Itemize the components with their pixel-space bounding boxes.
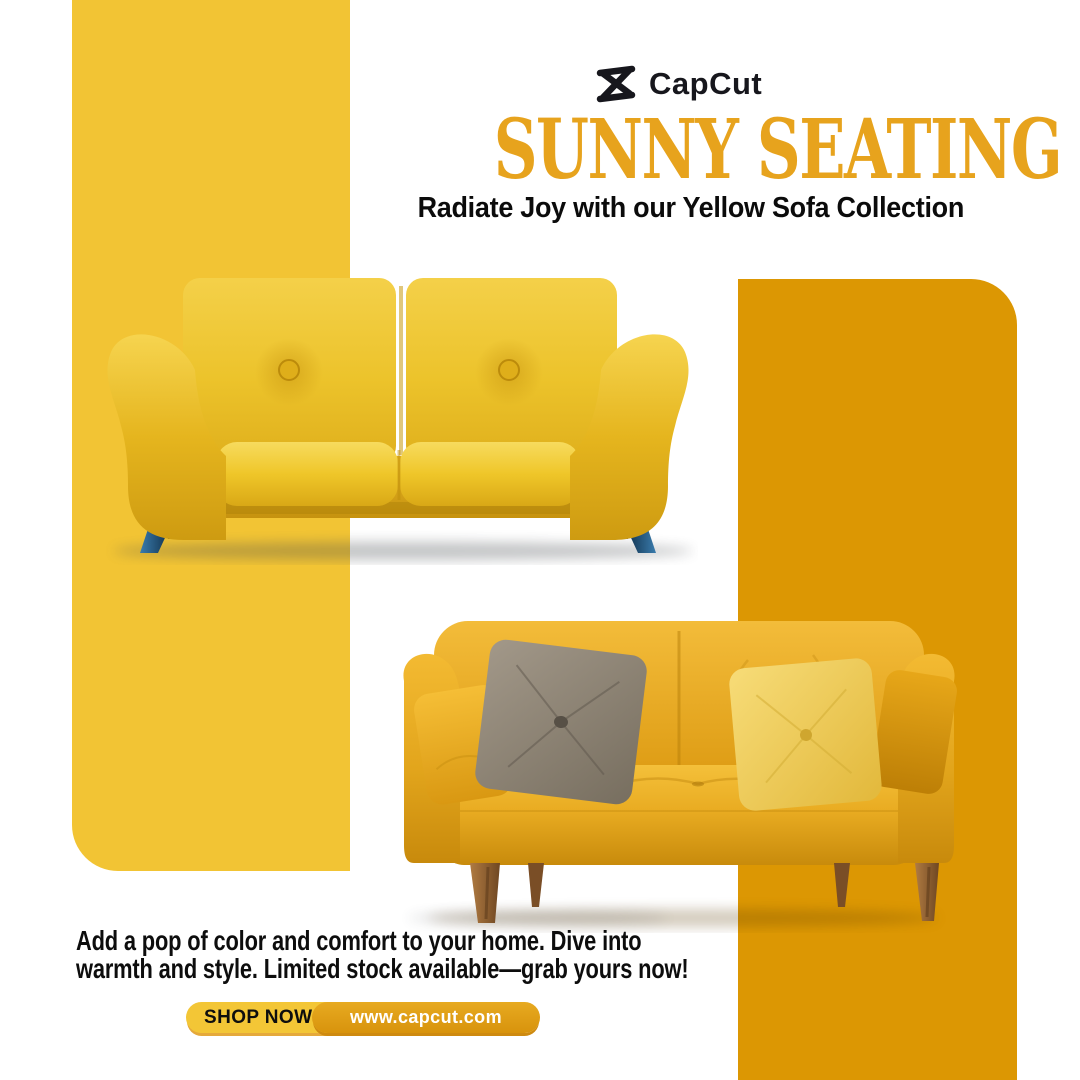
promo-text [76,927,861,983]
website-button[interactable]: www.capcut.com [312,1002,540,1033]
promo-text-line2: warmth and style. Limited stock available—grab yours now! [76,953,689,984]
capcut-logo [593,64,762,104]
brand-name: CapCut [649,66,763,101]
headline-text: SUNNY SEATING [493,102,1062,198]
yellow-loveseat-image [98,250,698,565]
mustard-velvet-sofa-image [398,615,960,933]
subheadline [391,192,991,225]
headline [394,102,1062,198]
cta-row [186,1002,540,1033]
capcut-logo-icon [593,64,639,104]
shop-now-button[interactable]: SHOP NOW [186,1002,430,1033]
promo-text-line1: Add a pop of color and comfort to your home. Dive into [76,925,642,956]
subheadline-text: Radiate Joy with our Yellow Sofa Collection [417,192,965,224]
